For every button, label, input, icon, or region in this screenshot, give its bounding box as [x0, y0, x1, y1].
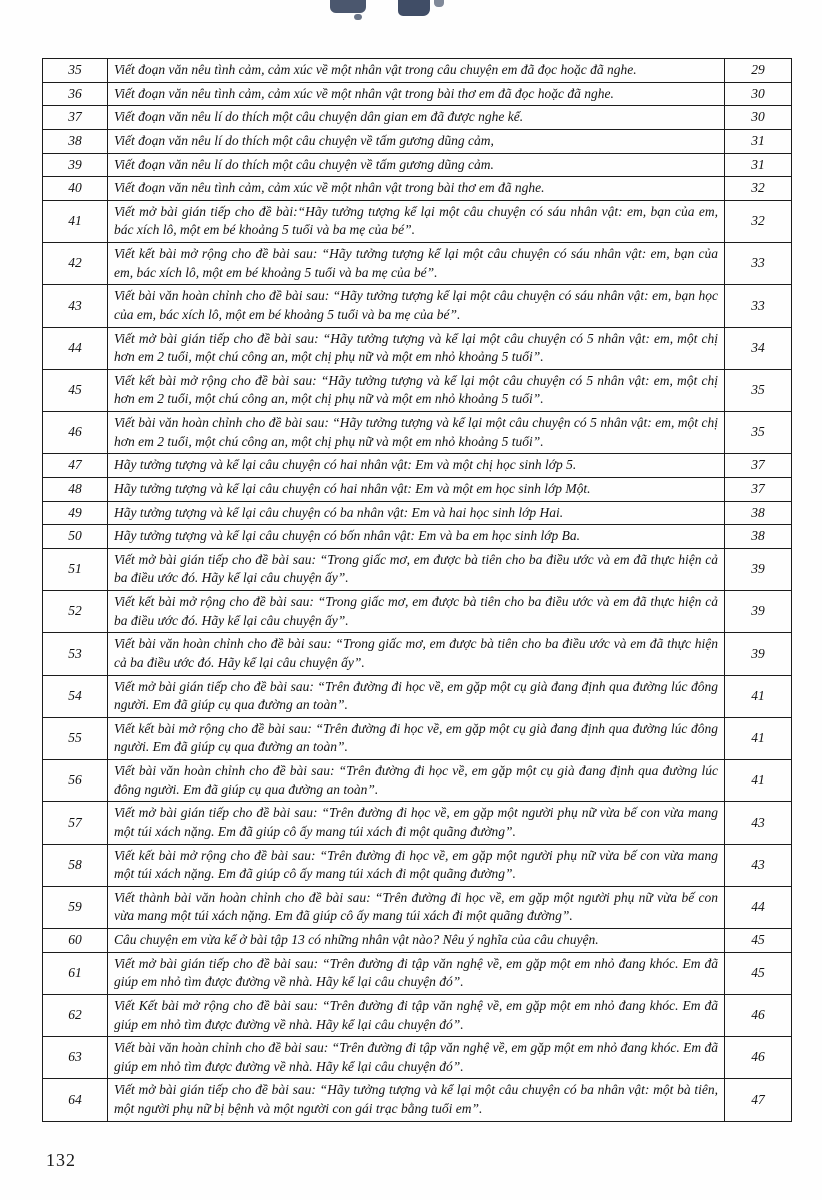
row-page-number: 31: [725, 153, 792, 177]
row-number: 35: [43, 59, 108, 83]
table-row: [43, 675, 792, 717]
table-row: [43, 153, 792, 177]
row-description: Viết kết bài mở rộng cho đề bài sau: “Hãy tưởng tượng kể lại một câu chuyện có sáu nhân vật: em, bạn của em, bác xích lô, một em bé khoảng 5 tuổi và ba mẹ của bé”.: [108, 243, 725, 285]
table-row: [43, 929, 792, 953]
row-number: 58: [43, 844, 108, 886]
row-description: Viết bài văn hoàn chỉnh cho đề bài sau: “Trên đường đi tập văn nghệ về, em gặp một em nhỏ đang khóc. Em đã giúp em nhỏ tìm được đường về nhà. Hãy kể lại câu chuyện đó”.: [108, 1037, 725, 1079]
row-number: 64: [43, 1079, 108, 1121]
row-description: Viết mở bài gián tiếp cho đề bài sau: “Trên đường đi học về, em gặp một cụ già đang định qua đường lúc đông người. Em đã giúp cụ qua đường an toàn”.: [108, 675, 725, 717]
scan-artifact: [354, 14, 362, 20]
row-number: 61: [43, 952, 108, 994]
row-page-number: 37: [725, 477, 792, 501]
table-row: [43, 369, 792, 411]
row-description: Viết đoạn văn nêu tình cảm, cảm xúc về một nhân vật trong câu chuyện em đã đọc hoặc đã nghe.: [108, 59, 725, 83]
row-page-number: 29: [725, 59, 792, 83]
row-description: Viết kết bài mở rộng cho đề bài sau: “Hãy tưởng tượng và kể lại một câu chuyện có 5 nhân vật: em, một chị hơn em 2 tuổi, một chú công an, một chị phụ nữ và một em nhỏ khoảng 5 tuổi”.: [108, 369, 725, 411]
page-number: 132: [46, 1150, 76, 1170]
row-page-number: 41: [725, 675, 792, 717]
row-description: Viết thành bài văn hoàn chỉnh cho đề bài sau: “Trên đường đi học về, em gặp một người phụ nữ vừa bế con vừa mang một túi xách nặng. Em đã giúp cô ấy mang túi xách đi một quãng đường”.: [108, 886, 725, 928]
row-number: 59: [43, 886, 108, 928]
row-number: 54: [43, 675, 108, 717]
row-description: Hãy tưởng tượng và kể lại câu chuyện có hai nhân vật: Em và một em học sinh lớp Một.: [108, 477, 725, 501]
row-description: Hãy tưởng tượng và kể lại câu chuyện có ba nhân vật: Em và hai học sinh lớp Hai.: [108, 501, 725, 525]
row-number: 56: [43, 760, 108, 802]
row-number: 62: [43, 994, 108, 1036]
row-number: 63: [43, 1037, 108, 1079]
table-row: [43, 501, 792, 525]
row-number: 36: [43, 82, 108, 106]
row-page-number: 45: [725, 929, 792, 953]
row-page-number: 35: [725, 412, 792, 454]
row-description: Viết bài văn hoàn chỉnh cho đề bài sau: “Trong giấc mơ, em được bà tiên cho ba điều ước và em đã thực hiện cả ba điều ước đó. Hãy kể lại câu chuyện ấy”.: [108, 633, 725, 675]
table-row: [43, 59, 792, 83]
row-page-number: 30: [725, 82, 792, 106]
row-number: 38: [43, 129, 108, 153]
row-number: 47: [43, 454, 108, 478]
row-page-number: 39: [725, 591, 792, 633]
row-description: Viết mở bài gián tiếp cho đề bài sau: “Trên đường đi tập văn nghệ về, em gặp một em nhỏ đang khóc. Em đã giúp em nhỏ tìm được đường về nhà. Hãy kể lại câu chuyện đó”.: [108, 952, 725, 994]
row-page-number: 46: [725, 1037, 792, 1079]
row-number: 45: [43, 369, 108, 411]
row-description: Viết bài văn hoàn chỉnh cho đề bài sau: “Trên đường đi học về, em gặp một cụ già đang định qua đường lúc đông người. Em đã giúp cụ qua đường an toàn”.: [108, 760, 725, 802]
table-row: [43, 285, 792, 327]
table-row: [43, 717, 792, 759]
table-row: [43, 802, 792, 844]
table-row: [43, 994, 792, 1036]
table-row: [43, 477, 792, 501]
row-number: 46: [43, 412, 108, 454]
row-number: 55: [43, 717, 108, 759]
row-page-number: 39: [725, 548, 792, 590]
table-row: [43, 327, 792, 369]
row-page-number: 32: [725, 200, 792, 242]
row-number: 44: [43, 327, 108, 369]
row-page-number: 45: [725, 952, 792, 994]
toc-table: [42, 58, 792, 1122]
table-row: [43, 412, 792, 454]
row-description: Hãy tưởng tượng và kể lại câu chuyện có hai nhân vật: Em và một chị học sinh lớp 5.: [108, 454, 725, 478]
table-row: [43, 1037, 792, 1079]
row-description: Viết đoạn văn nêu lí do thích một câu chuyện dân gian em đã được nghe kể.: [108, 106, 725, 130]
row-description: Viết bài văn hoàn chỉnh cho đề bài sau: “Hãy tưởng tượng và kể lại một câu chuyện có 5 nhân vật: em, một chị hơn em 2 tuổi, một chú công an, một chị phụ nữ và một em nhỏ khoảng 5 tuổi”.: [108, 412, 725, 454]
table-row: [43, 952, 792, 994]
row-description: Viết kết bài mở rộng cho đề bài sau: “Trên đường đi học về, em gặp một người phụ nữ vừa bế con vừa mang một túi xách nặng. Em đã giúp cô ấy mang túi xách đi một quãng đường”.: [108, 844, 725, 886]
row-page-number: 33: [725, 243, 792, 285]
row-description: Viết đoạn văn nêu tình cảm, cảm xúc về một nhân vật trong bài thơ em đã nghe.: [108, 177, 725, 201]
row-number: 48: [43, 477, 108, 501]
row-description: Viết bài văn hoàn chỉnh cho đề bài sau: “Hãy tưởng tượng kể lại một câu chuyện có sáu nhân vật: em, bạn học của em, bác xích lô, một em bé khoảng 5 tuổi và ba mẹ của bé”.: [108, 285, 725, 327]
row-number: 51: [43, 548, 108, 590]
row-number: 40: [43, 177, 108, 201]
table-row: [43, 591, 792, 633]
scan-artifact: [330, 0, 366, 13]
row-description: Viết Kết bài mở rộng cho đề bài sau: “Trên đường đi tập văn nghệ về, em gặp một em nhỏ đang khóc. Em đã giúp em nhỏ tìm được đường về nhà. Hãy kể lại câu chuyện đó”.: [108, 994, 725, 1036]
row-description: Viết mở bài gián tiếp cho đề bài sau: “Trên đường đi học về, em gặp một người phụ nữ vừa bế con vừa mang một túi xách nặng. Em đã giúp cô ấy mang túi xách đi một quãng đường”.: [108, 802, 725, 844]
table-row: [43, 129, 792, 153]
table-row: [43, 886, 792, 928]
table-row: [43, 106, 792, 130]
row-description: Viết đoạn văn nêu tình cảm, cảm xúc về một nhân vật trong bài thơ em đã đọc hoặc đã nghe.: [108, 82, 725, 106]
row-number: 43: [43, 285, 108, 327]
row-description: Viết mở bài gián tiếp cho đề bài:“Hãy tưởng tượng kể lại một câu chuyện có sáu nhân vật: em, bạn của em, bác xích lô, một em bé khoảng 5 tuổi và ba mẹ của bé”.: [108, 200, 725, 242]
table-row: [43, 633, 792, 675]
row-page-number: 30: [725, 106, 792, 130]
row-description: Viết đoạn văn nêu lí do thích một câu chuyện về tấm gương dũng cảm,: [108, 129, 725, 153]
row-description: Viết mở bài gián tiếp cho đề bài sau: “Hãy tưởng tượng và kể lại một câu chuyện có ba nhân vật: một bà tiên, một người phụ nữ bị bệnh và một người con gái trạc bằng tuổi em”.: [108, 1079, 725, 1121]
row-page-number: 33: [725, 285, 792, 327]
table-row: [43, 177, 792, 201]
scan-artifact: [434, 0, 444, 7]
row-number: 50: [43, 525, 108, 549]
table-row: [43, 1079, 792, 1121]
row-page-number: 43: [725, 844, 792, 886]
row-number: 52: [43, 591, 108, 633]
table-row: [43, 760, 792, 802]
row-page-number: 34: [725, 327, 792, 369]
row-description: Viết mở bài gián tiếp cho đề bài sau: “Trong giấc mơ, em được bà tiên cho ba điều ước và em đã thực hiện cả ba điều ước đó. Hãy kể lại câu chuyện ấy”.: [108, 548, 725, 590]
row-page-number: 38: [725, 501, 792, 525]
table-row: [43, 243, 792, 285]
row-number: 57: [43, 802, 108, 844]
row-page-number: 43: [725, 802, 792, 844]
row-page-number: 32: [725, 177, 792, 201]
row-number: 41: [43, 200, 108, 242]
row-description: Viết đoạn văn nêu lí do thích một câu chuyện về tấm gương dũng cảm.: [108, 153, 725, 177]
row-description: Viết kết bài mở rộng cho đề bài sau: “Trong giấc mơ, em được bà tiên cho ba điều ước và em đã thực hiện cả ba điều ước đó. Hãy kể lại câu chuyện ấy”.: [108, 591, 725, 633]
row-number: 42: [43, 243, 108, 285]
row-page-number: 31: [725, 129, 792, 153]
scan-artifact: [398, 0, 430, 16]
table-row: [43, 844, 792, 886]
table-row: [43, 454, 792, 478]
row-description: Viết mở bài gián tiếp cho đề bài sau: “Hãy tưởng tượng và kể lại một câu chuyện có 5 nhân vật: em, một chị hơn em 2 tuổi, một chú công an, một chị phụ nữ và một em nhỏ khoảng 5 tuổi”.: [108, 327, 725, 369]
row-page-number: 37: [725, 454, 792, 478]
row-description: Hãy tưởng tượng và kể lại câu chuyện có bốn nhân vật: Em và ba em học sinh lớp Ba.: [108, 525, 725, 549]
row-description: Câu chuyện em vừa kể ở bài tập 13 có những nhân vật nào? Nêu ý nghĩa của câu chuyện.: [108, 929, 725, 953]
table-row: [43, 525, 792, 549]
row-number: 53: [43, 633, 108, 675]
row-page-number: 39: [725, 633, 792, 675]
row-page-number: 44: [725, 886, 792, 928]
row-number: 49: [43, 501, 108, 525]
table-row: [43, 200, 792, 242]
table-row: [43, 548, 792, 590]
toc-table-body: [43, 59, 792, 1122]
row-page-number: 38: [725, 525, 792, 549]
row-page-number: 35: [725, 369, 792, 411]
table-row: [43, 82, 792, 106]
row-page-number: 46: [725, 994, 792, 1036]
row-page-number: 47: [725, 1079, 792, 1121]
row-page-number: 41: [725, 760, 792, 802]
row-page-number: 41: [725, 717, 792, 759]
row-number: 60: [43, 929, 108, 953]
row-number: 39: [43, 153, 108, 177]
row-number: 37: [43, 106, 108, 130]
row-description: Viết kết bài mở rộng cho đề bài sau: “Trên đường đi học về, em gặp một cụ già đang định qua đường lúc đông người. Em đã giúp cụ qua đường an toàn”.: [108, 717, 725, 759]
